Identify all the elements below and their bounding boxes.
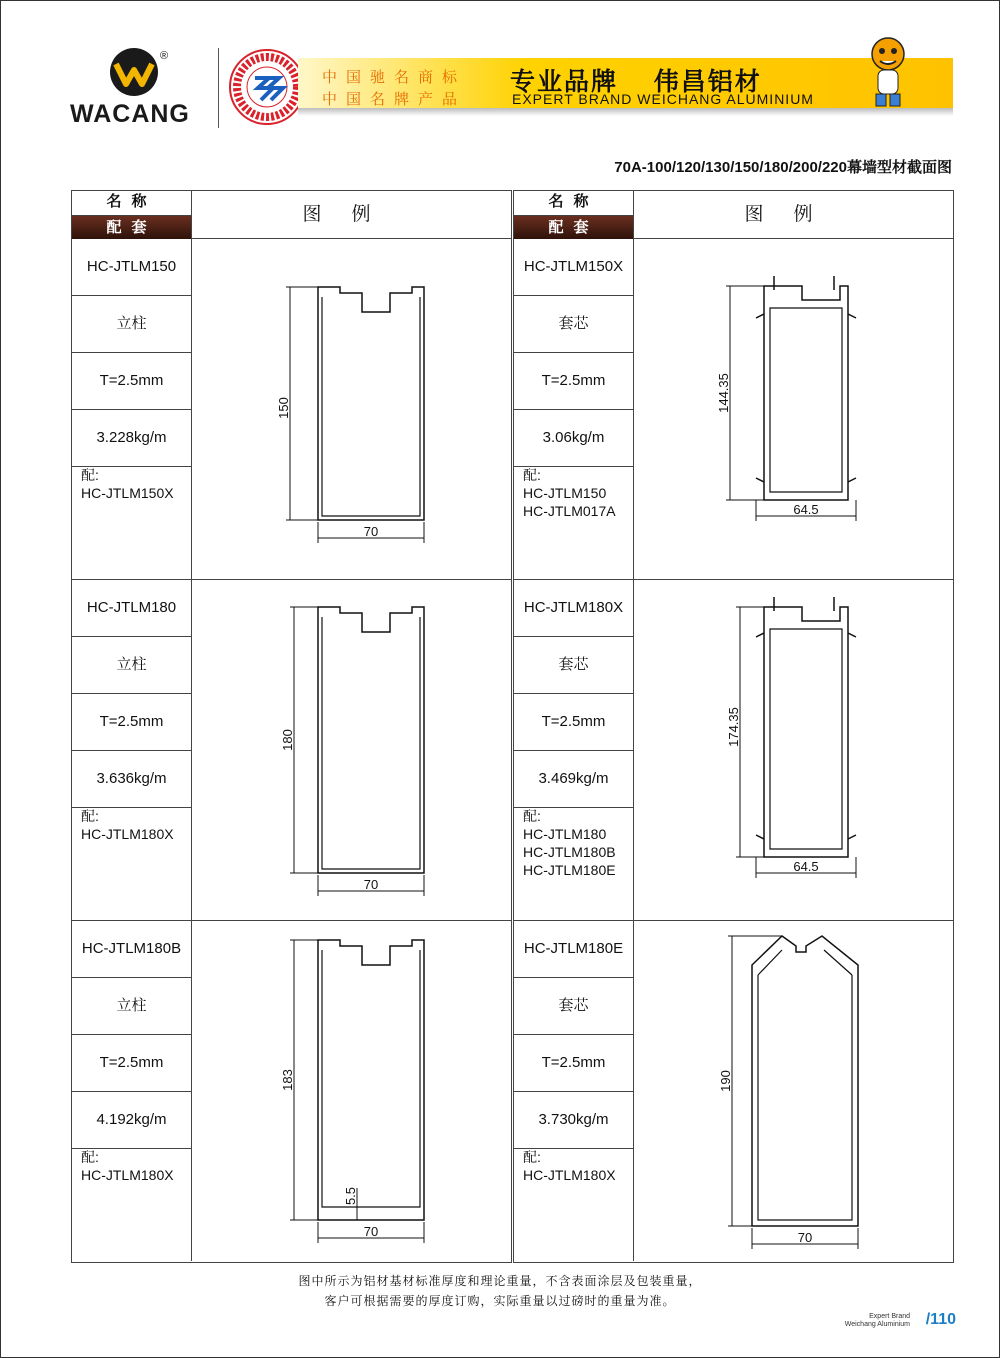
profile-code: HC-JTLM150X (514, 238, 633, 296)
profile-thickness: T=2.5mm (514, 1034, 633, 1092)
tiger-mascot-icon (850, 32, 920, 112)
height-dimension: 183 (280, 1069, 295, 1091)
profile-match: 配: HC-JTLM150 HC-JTLM017A (523, 467, 616, 519)
profile-type: 立柱 (72, 977, 191, 1035)
page-number: /110 (925, 1311, 956, 1328)
slogan-cn: 专业品牌 伟昌铝材 (510, 68, 762, 96)
profile-drawing (634, 238, 953, 579)
slogan-en: EXPERT BRAND WEICHANG ALUMINIUM (512, 91, 814, 107)
profile-type: 套芯 (514, 636, 633, 694)
profile-weight: 3.228kg/m (72, 409, 191, 467)
profile-section (72, 238, 511, 580)
profile-weight: 3.636kg/m (72, 750, 191, 808)
china-top-brand-badge-icon (228, 48, 306, 126)
profile-info (72, 920, 192, 1261)
profile-code: HC-JTLM150 (72, 238, 191, 296)
famous-product-text: 中国名牌产品 (322, 91, 467, 108)
column-header-name (514, 191, 633, 239)
page-title: 70A-100/120/130/150/180/200/220幕墙型材截面图 (614, 159, 952, 176)
profile-info (514, 238, 634, 579)
profile-section (514, 579, 953, 921)
famous-trademark-text: 中国驰名商标 (322, 69, 467, 86)
header-figure-label: 图例 (191, 191, 511, 239)
profile-section (72, 579, 511, 921)
profile-match: 配: HC-JTLM150X (81, 467, 174, 501)
profile-info (72, 238, 192, 579)
brand-logo-text: WACANG (70, 100, 190, 128)
page-brand-small (845, 1313, 910, 1329)
profile-info (514, 579, 634, 920)
profile-type: 立柱 (72, 295, 191, 353)
height-dimension: 144.35 (716, 373, 731, 413)
profile-weight: 3.469kg/m (514, 750, 633, 808)
header-figure-label: 图例 (633, 191, 953, 239)
height-dimension: 150 (276, 397, 291, 419)
header-divider (218, 48, 219, 128)
profile-type: 套芯 (514, 295, 633, 353)
header-name-label: 名称 (72, 191, 191, 216)
width-dimension: 70 (363, 877, 379, 892)
height-dimension: 174.35 (726, 707, 741, 747)
profile-type: 立柱 (72, 636, 191, 694)
footer-note-line1: 图中所示为铝材基材标准厚度和理论重量，不含表面涂层及包装重量， (298, 1274, 702, 1288)
profile-weight: 3.06kg/m (514, 409, 633, 467)
profile-type: 套芯 (514, 977, 633, 1035)
bottom-thickness-dimension: 5.5 (343, 1186, 358, 1206)
profile-code: HC-JTLM180X (514, 579, 633, 637)
profile-drawing (192, 579, 511, 920)
width-dimension: 64.5 (793, 502, 819, 517)
profile-thickness: T=2.5mm (514, 352, 633, 410)
registered-mark: ® (160, 50, 169, 62)
header-match-label: 配套 (514, 216, 633, 239)
width-dimension: 64.5 (793, 859, 819, 874)
column-header-name (72, 191, 191, 239)
height-dimension: 190 (718, 1070, 733, 1092)
profile-drawing (634, 579, 953, 920)
profile-section (514, 920, 953, 1261)
header-name-label: 名称 (514, 191, 633, 216)
profile-thickness: T=2.5mm (72, 693, 191, 751)
footer-note-line2: 客户可根据需要的厚度订购，实际重量以过磅时的重量为准。 (324, 1294, 676, 1308)
profile-table-right (513, 190, 954, 1263)
profile-match: 配: HC-JTLM180X (81, 808, 174, 842)
width-dimension: 70 (363, 524, 379, 539)
profile-info (514, 920, 634, 1261)
profile-weight: 3.730kg/m (514, 1091, 633, 1149)
profile-match: 配: HC-JTLM180 HC-JTLM180B HC-JTLM180E (523, 808, 616, 878)
profile-table-left (71, 190, 512, 1263)
profile-match: 配: HC-JTLM180X (523, 1149, 616, 1183)
header-match-label: 配套 (72, 216, 191, 239)
profile-drawing (192, 920, 511, 1261)
profile-match: 配: HC-JTLM180X (81, 1149, 174, 1183)
profile-section (72, 920, 511, 1261)
width-dimension: 70 (797, 1230, 813, 1245)
profile-info (72, 579, 192, 920)
page-brand-small-text: Expert Brand Weichang Aluminium (844, 1313, 910, 1328)
width-dimension: 70 (363, 1224, 379, 1239)
profile-drawing (192, 238, 511, 579)
profile-code: HC-JTLM180B (72, 920, 191, 978)
profile-thickness: T=2.5mm (514, 693, 633, 751)
profile-thickness: T=2.5mm (72, 352, 191, 410)
profile-code: HC-JTLM180E (514, 920, 633, 978)
profile-section (514, 238, 953, 580)
profile-thickness: T=2.5mm (72, 1034, 191, 1092)
profile-drawing (634, 920, 953, 1261)
profile-code: HC-JTLM180 (72, 579, 191, 637)
profile-weight: 4.192kg/m (72, 1091, 191, 1149)
height-dimension: 180 (280, 729, 295, 751)
